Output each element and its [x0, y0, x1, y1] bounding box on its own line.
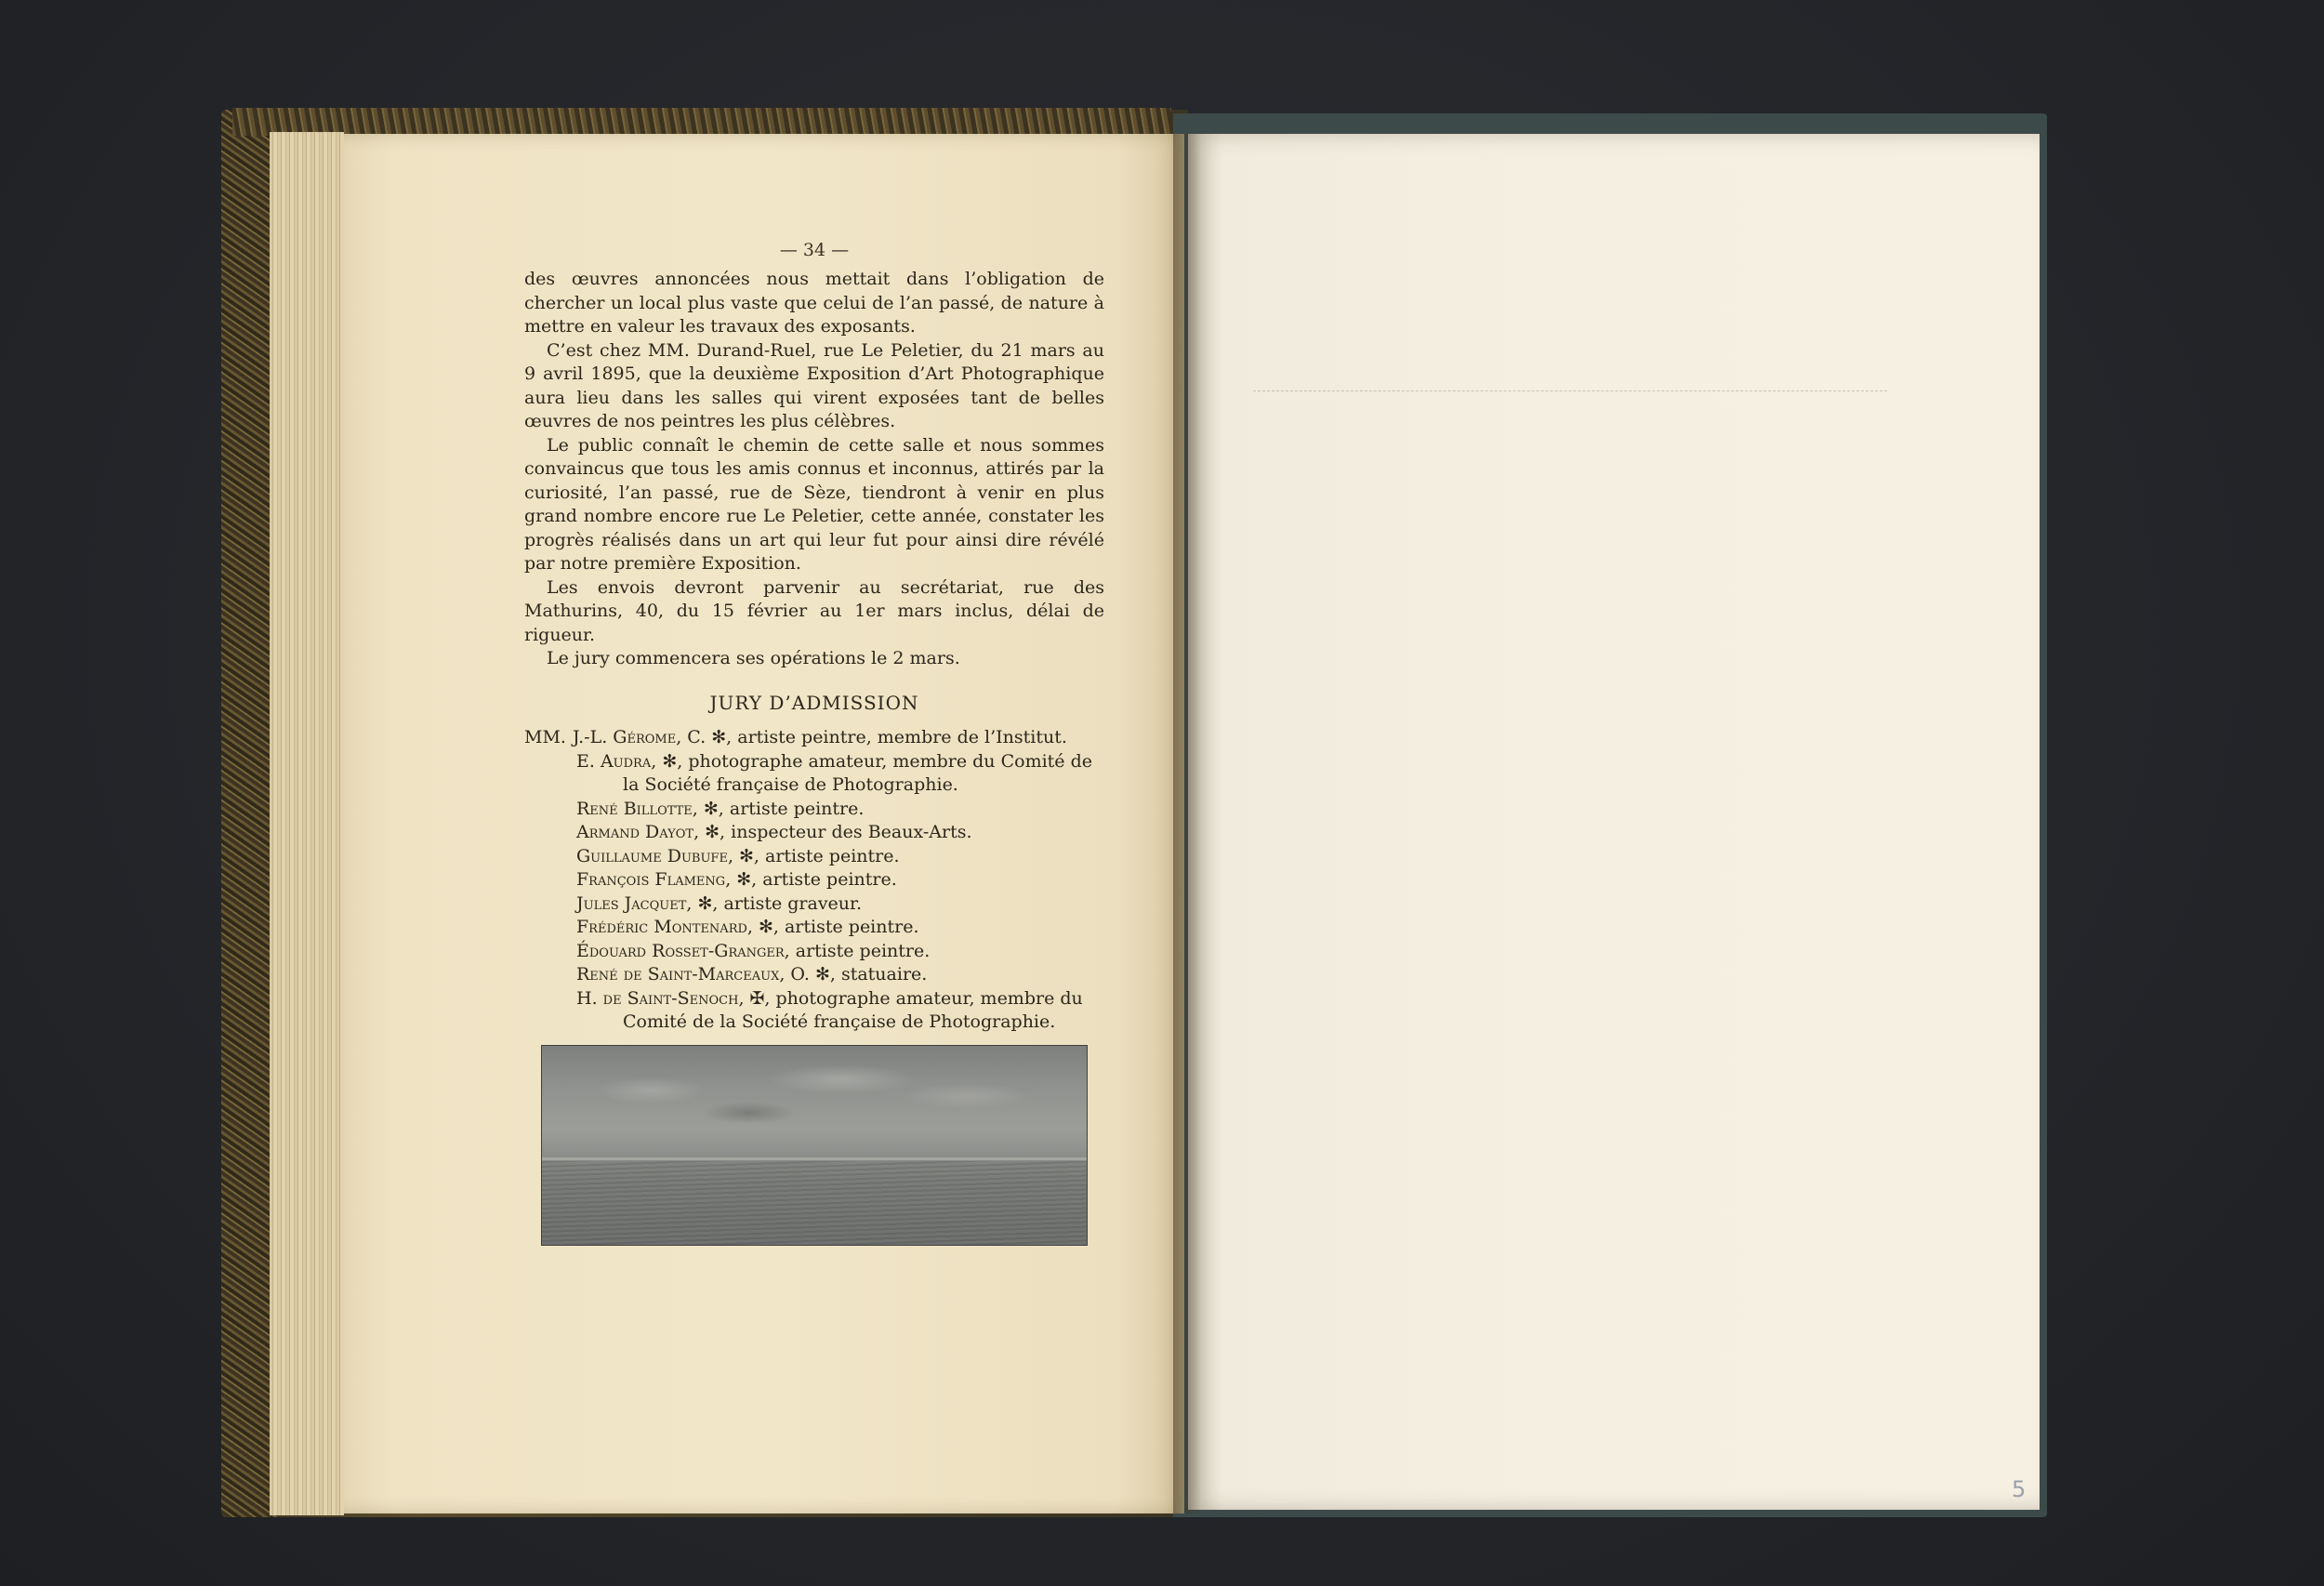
jury-details: , ✻, artiste graveur.: [686, 892, 863, 914]
photo-sea: [542, 1161, 1087, 1245]
jury-details: , ✻, artiste peintre.: [727, 845, 900, 866]
corner-pencil-mark: 5: [2012, 1476, 2027, 1502]
jury-details: , ✻, artiste peintre.: [692, 798, 865, 819]
jury-details: , ✻, inspecteur des Beaux-Arts.: [693, 822, 972, 842]
jury-member: [524, 987, 1104, 1035]
jury-list: [524, 726, 1104, 1035]
jury-details: , ✻, photographe amateur, membre du Comité de: [651, 750, 1092, 772]
photo-horizon: [542, 1157, 1087, 1160]
body-text: [524, 268, 1104, 1035]
jury-details: , ✠, photographe amateur, membre du: [738, 987, 1083, 1009]
jury-details: , ✻, artiste peintre.: [746, 917, 919, 937]
paragraph-2: C’est chez MM. Durand-Ruel, rue Le Peletier, du 21 mars au 9 avril 1895, que la deuxième Exposition d’Art Photographique aura lieu dans les salles qui virent exposées tant de belles œuvres de nos peintres les plus célèbres.: [524, 339, 1104, 431]
jury-member: [524, 892, 1104, 917]
jury-details-continued: la Société française de Photographie.: [623, 774, 958, 795]
paragraph-5: Le jury commencera ses opérations le 2 mars.: [547, 648, 960, 668]
photo-sky: [542, 1046, 1087, 1157]
jury-details: , artiste peintre.: [784, 940, 931, 961]
page-number: — 34 —: [779, 240, 850, 260]
jury-name: Jules Jacquet: [576, 892, 687, 914]
jury-name: René Billotte: [576, 798, 693, 819]
jury-name: Frédéric Montenard: [576, 917, 747, 937]
jury-details-continued: Comité de la Société française de Photographie.: [623, 1011, 1056, 1032]
jury-name: Armand Dayot: [576, 822, 694, 842]
paragraph-4: Les envois devront parvenir au secrétariat, rue des Mathurins, 40, du 15 février au 1er mars inclus, délai de rigueur.: [524, 576, 1104, 645]
faint-show-through-line: [1253, 390, 1887, 391]
book-cover-top-edge: [232, 108, 1171, 136]
seascape-photograph: [541, 1045, 1088, 1246]
paragraph-1: des œuvres annoncées nous mettait dans l’obligation de chercher un local plus vaste que celui de l’an passé, de nature à mettre en valeur les travaux des exposants.: [524, 269, 1104, 337]
jury-prefix: MM.: [524, 727, 566, 747]
jury-name: Édouard Rosset-Granger: [576, 940, 785, 961]
jury-name: E. Audra: [576, 750, 652, 772]
paragraph-3: Le public connaît le chemin de cette salle et nous sommes convaincus que tous les amis connus et inconnus, attirés par la curiosité, l’an passé, rue de Sèze, tiendront à venir en plus grand nombre encore rue Le Peletier, cette année, constater les progrès réalisés dans un art qui leur fut pour ainsi dire révélé par notre première Exposition.: [524, 434, 1104, 574]
jury-member: [524, 940, 1104, 964]
jury-name: J.-L. Gérome: [573, 727, 677, 747]
jury-member: [524, 750, 1104, 798]
jury-member: [524, 845, 1104, 869]
jury-member: [524, 916, 1104, 940]
jury-name: René de Saint-Marceaux: [576, 964, 780, 985]
jury-name: François Flameng: [576, 869, 726, 890]
page-stack-edge: [270, 132, 344, 1515]
jury-name: H. de Saint-Senoch: [576, 987, 739, 1009]
jury-details: , ✻, artiste peintre.: [725, 869, 897, 890]
jury-details: , C. ✻, artiste peintre, membre de l’Institut.: [676, 727, 1067, 747]
jury-member: [524, 821, 1104, 845]
jury-member: [524, 726, 1104, 750]
section-title: JURY D’ADMISSION: [709, 691, 919, 714]
jury-member: [524, 798, 1104, 822]
book-gutter: [1173, 134, 1201, 1513]
jury-details: , O. ✻, statuaire.: [779, 964, 928, 985]
jury-name: Guillaume Dubufe: [576, 845, 728, 866]
right-page: [1188, 134, 2040, 1510]
jury-member: [524, 963, 1104, 987]
jury-member: [524, 868, 1104, 892]
